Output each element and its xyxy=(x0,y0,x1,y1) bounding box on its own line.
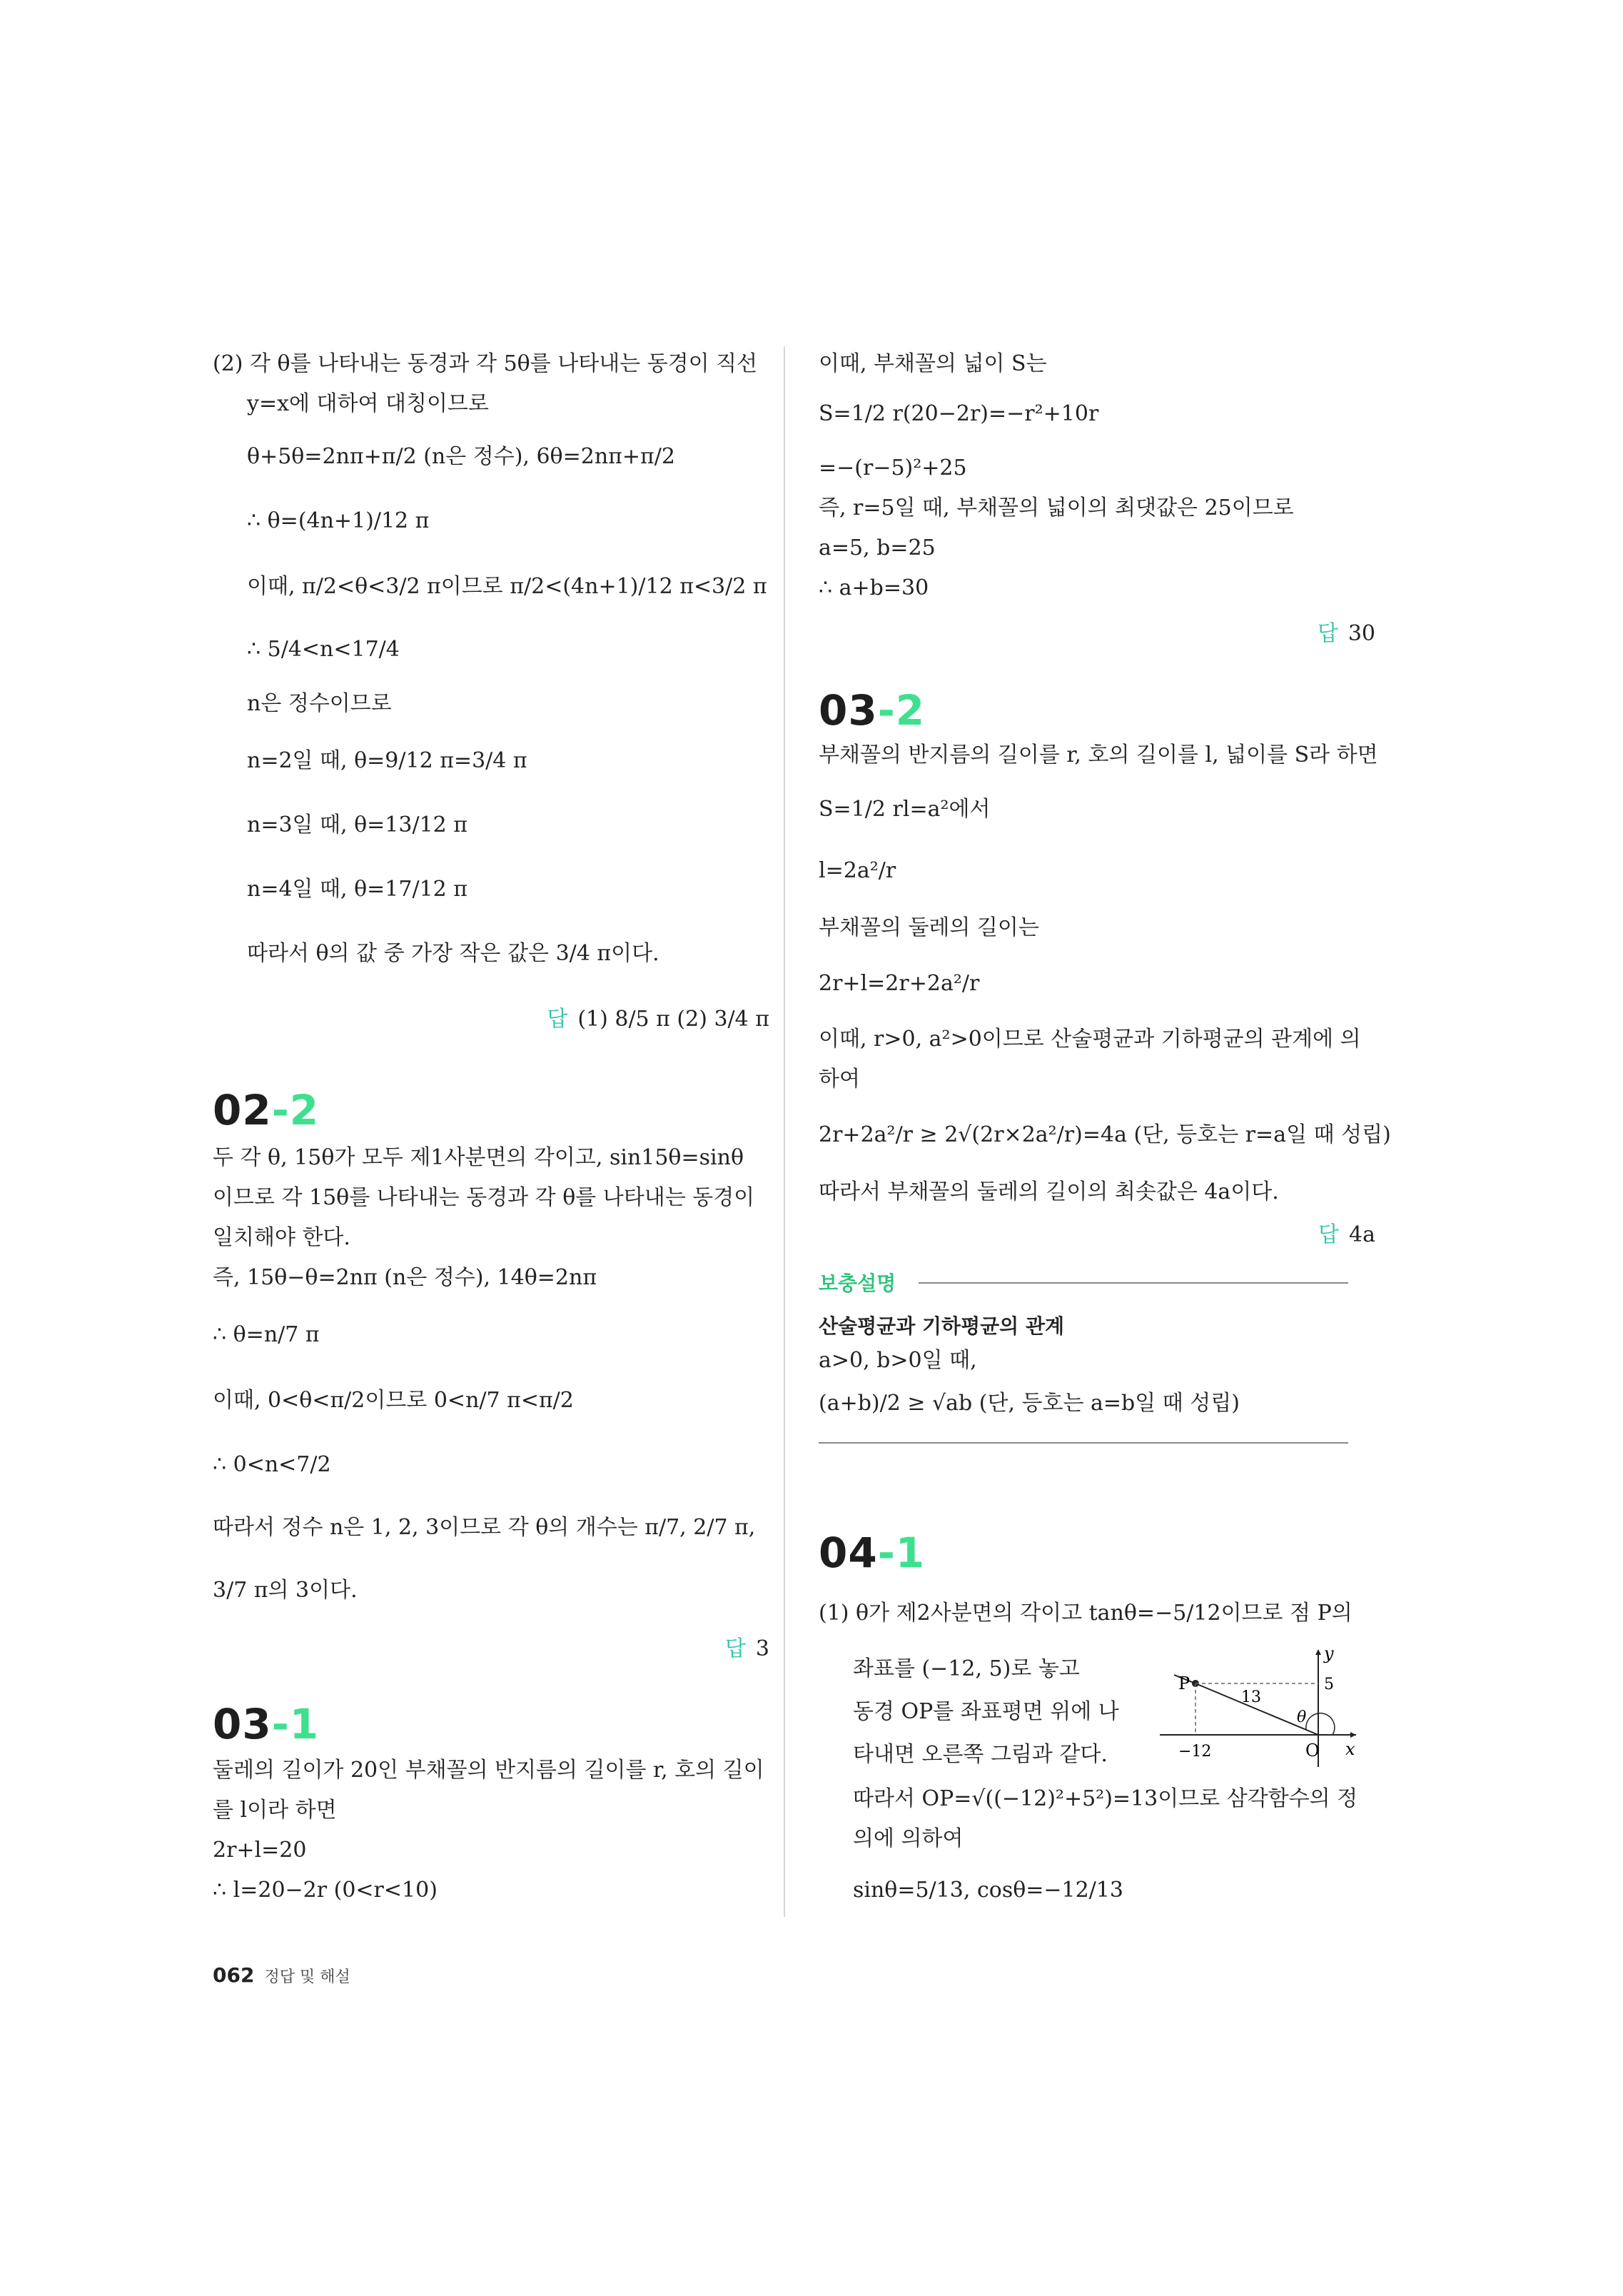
section-heading-04-1: 04-1 xyxy=(819,1529,926,1577)
equation-line: 이때, π/2<θ<3/2 π이므로 π/2<(4n+1)/12 π<3/2 π xyxy=(247,574,767,599)
equation-line: sinθ=5/13, cosθ=−12/13 xyxy=(853,1878,1123,1903)
x-axis-arrow xyxy=(1350,1732,1356,1738)
text-line: 이때, 부채꼴의 넓이 S는 xyxy=(819,351,1047,376)
supplement-bottom-rule xyxy=(819,1442,1348,1444)
page-footer xyxy=(213,1963,350,1987)
text-line: 둘레의 길이가 20인 부채꼴의 반지름의 길이를 r, 호의 길이 xyxy=(213,1758,764,1783)
equation-line: S=1/2 r(20−2r)=−r²+10r xyxy=(819,401,1099,426)
answer-label: 답 xyxy=(1317,621,1338,646)
equation-line: ∴ 0<n<7/2 xyxy=(213,1452,331,1477)
answer-line xyxy=(725,1635,769,1663)
label-O: O xyxy=(1305,1741,1320,1761)
supplement-top-rule xyxy=(919,1282,1348,1284)
text-line: 이므로 각 15θ를 나타내는 동경과 각 θ를 나타내는 동경이 xyxy=(213,1185,755,1210)
supplement-subtitle: 산술평균과 기하평균의 관계 xyxy=(819,1314,1065,1338)
answer-value: (1) 8/5 π (2) 3/4 π xyxy=(577,1007,769,1032)
equation-line: ∴ l=20−2r (0<r<10) xyxy=(213,1878,438,1903)
equation-line: 2r+l=2r+2a²/r xyxy=(819,971,980,996)
answer-line xyxy=(1318,620,1375,648)
equation-line: n=2일 때, θ=9/12 π=3/4 π xyxy=(247,748,527,773)
page-number: 062 xyxy=(213,1963,255,1987)
conclusion-line: 따라서 θ의 값 중 가장 작은 값은 3/4 π이다. xyxy=(247,941,659,966)
equation-line: 2r+2a²/r ≥ 2√(2r×2a²/r)=4a (단, 등호는 r=a일 때 성립) xyxy=(819,1122,1391,1147)
equation-line: n=4일 때, θ=17/12 π xyxy=(247,877,468,902)
text-line: 부채꼴의 반지름의 길이를 r, 호의 길이를 l, 넓이를 S라 하면 xyxy=(819,742,1378,767)
supplement-line: (a+b)/2 ≥ √ab (단, 등호는 a=b일 때 성립) xyxy=(819,1391,1240,1416)
equation-line: ∴ θ=(4n+1)/12 π xyxy=(247,508,430,533)
text-line: 즉, r=5일 때, 부채꼴의 넓이의 최댓값은 25이므로 xyxy=(819,495,1294,520)
text-line: (1) θ가 제2사분면의 각이고 tanθ=−5/12이므로 점 P의 xyxy=(819,1601,1352,1626)
answer-label: 답 xyxy=(724,1636,746,1661)
answer-value: 30 xyxy=(1348,621,1375,646)
text-line: 일치해야 한다. xyxy=(213,1225,350,1250)
footer-label: 정답 및 해설 xyxy=(264,1968,350,1986)
equation-line: 즉, 15θ−θ=2nπ (n은 정수), 14θ=2nπ xyxy=(213,1265,597,1290)
text-line: 를 l이라 하면 xyxy=(213,1798,337,1823)
label-5: 5 xyxy=(1324,1676,1334,1693)
section-heading-03-2: 03-2 xyxy=(819,686,926,735)
answer-value: 3 xyxy=(755,1636,769,1661)
equation-line: 2r+l=20 xyxy=(213,1838,307,1863)
supplement-line: a>0, b>0일 때, xyxy=(819,1348,977,1373)
equation-line: ∴ θ=n/7 π xyxy=(213,1322,320,1347)
text-line: 타내면 오른쪽 그림과 같다. xyxy=(853,1742,1108,1767)
equation-line: S=1/2 rl=a²에서 xyxy=(819,797,991,822)
equation-line: θ+5θ=2nπ+π/2 (n은 정수), 6θ=2nπ+π/2 xyxy=(247,444,675,469)
y-axis-arrow xyxy=(1315,1649,1321,1655)
label-minus12: −12 xyxy=(1178,1743,1212,1761)
label-theta: θ xyxy=(1297,1708,1307,1726)
text-line: 두 각 θ, 15θ가 모두 제1사분면의 각이고, sin15θ=sinθ xyxy=(213,1145,744,1170)
section-heading-02-2: 02-2 xyxy=(213,1086,320,1134)
text-line: 의에 의하여 xyxy=(853,1826,964,1851)
coordinate-figure xyxy=(1153,1642,1360,1771)
label-P: P xyxy=(1178,1673,1190,1693)
equation-line: n=3일 때, θ=13/12 π xyxy=(247,812,468,837)
text-line: 따라서 정수 n은 1, 2, 3이므로 각 θ의 개수는 π/7, 2/7 π, xyxy=(213,1515,756,1540)
label-x: x xyxy=(1345,1739,1355,1759)
text-line: 3/7 π의 3이다. xyxy=(213,1578,358,1603)
section-heading-03-1: 03-1 xyxy=(213,1700,320,1748)
answer-line xyxy=(1318,1221,1375,1249)
column-divider xyxy=(784,346,785,1917)
supplement-title: 보충설명 xyxy=(819,1272,896,1295)
text-line: (2) 각 θ를 나타내는 동경과 각 5θ를 나타내는 동경이 직선 xyxy=(213,351,758,376)
label-y: y xyxy=(1324,1643,1334,1663)
equation-line: l=2a²/r xyxy=(819,858,896,883)
conclusion-line: 따라서 부채꼴의 둘레의 길이의 최솟값은 4a이다. xyxy=(819,1179,1279,1204)
answer-label: 답 xyxy=(1318,1222,1340,1247)
text-line: 하여 xyxy=(819,1067,860,1092)
equation-line: ∴ 5/4<n<17/4 xyxy=(247,637,400,662)
answer-value: 4a xyxy=(1349,1222,1375,1247)
text-line: 부채꼴의 둘레의 길이는 xyxy=(819,915,1039,940)
text-line: y=x에 대하여 대칭이므로 xyxy=(247,391,489,416)
equation-line: =−(r−5)²+25 xyxy=(819,455,967,480)
answer-line xyxy=(547,1005,769,1034)
text-line: 좌표를 (−12, 5)로 놓고 xyxy=(853,1656,1080,1681)
equation-line: 따라서 OP=√((−12)²+5²)=13이므로 삼각함수의 정 xyxy=(853,1786,1358,1811)
text-line: 동경 OP를 좌표평면 위에 나 xyxy=(853,1699,1119,1724)
text-line: n은 정수이므로 xyxy=(247,691,392,716)
equation-line: ∴ a+b=30 xyxy=(819,575,929,600)
equation-line: 이때, 0<θ<π/2이므로 0<n/7 π<π/2 xyxy=(213,1388,574,1413)
answer-label: 답 xyxy=(547,1007,568,1032)
text-line: 이때, r>0, a²>0이므로 산술평균과 기하평균의 관계에 의 xyxy=(819,1027,1361,1052)
label-13: 13 xyxy=(1241,1688,1261,1706)
equation-line: a=5, b=25 xyxy=(819,535,936,560)
